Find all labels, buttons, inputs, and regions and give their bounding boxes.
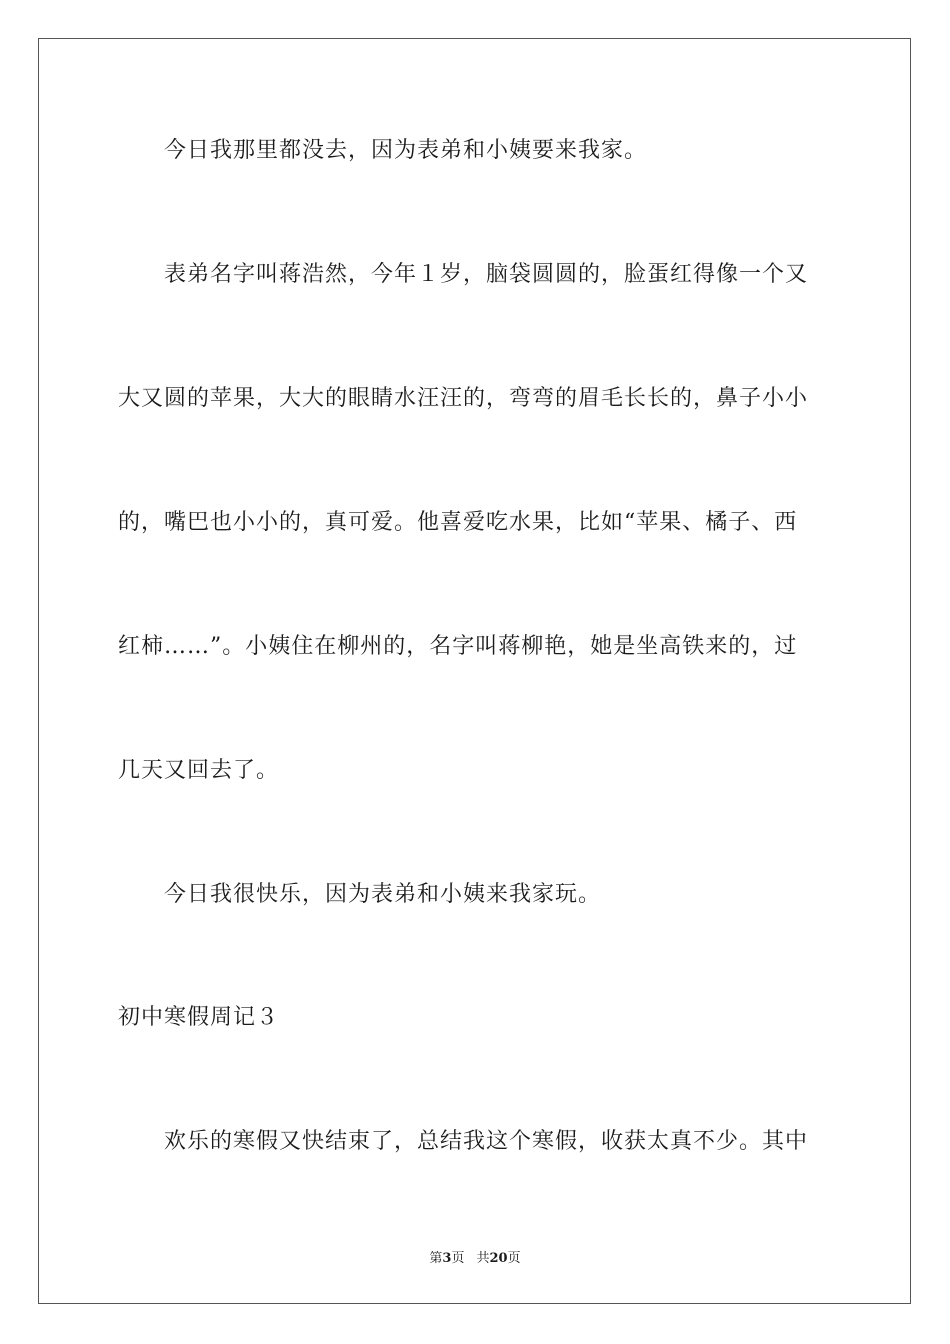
page-prefix: 第: [429, 1251, 443, 1266]
paragraph-line: 今日我那里都没去，因为表弟和小姨要来我家。: [164, 138, 648, 163]
paragraph-line: 表弟名字叫蒋浩然，今年１岁，脑袋圆圆的，脸蛋红得像一个又: [164, 262, 809, 287]
page-suffix: 页: [451, 1251, 465, 1266]
paragraph-line: 几天又回去了。: [118, 758, 280, 783]
paragraph-line: 的，嘴巴也小小的，真可爱。他喜爱吃水果，比如“苹果、橘子、西: [118, 510, 798, 535]
page-footer: [0, 1247, 950, 1266]
total-pages: 20: [489, 1251, 508, 1266]
paragraph-line: 今日我很快乐，因为表弟和小姨来我家玩。: [164, 882, 602, 907]
total-suffix: 页: [507, 1251, 521, 1266]
paragraph-line: 欢乐的寒假又快结束了，总结我这个寒假，收获太真不少。其中: [164, 1129, 809, 1154]
section-heading: 初中寒假周记３: [118, 1005, 280, 1030]
page-number: 3: [442, 1251, 452, 1266]
page-border: [38, 38, 911, 1304]
paragraph-line: 大又圆的苹果，大大的眼睛水汪汪的，弯弯的眉毛长长的，鼻子小小: [118, 386, 809, 411]
total-prefix: 共: [476, 1251, 490, 1266]
paragraph-line: 红柿……”。小姨住在柳州的，名字叫蒋柳艳，她是坐高铁来的，过: [118, 634, 798, 659]
